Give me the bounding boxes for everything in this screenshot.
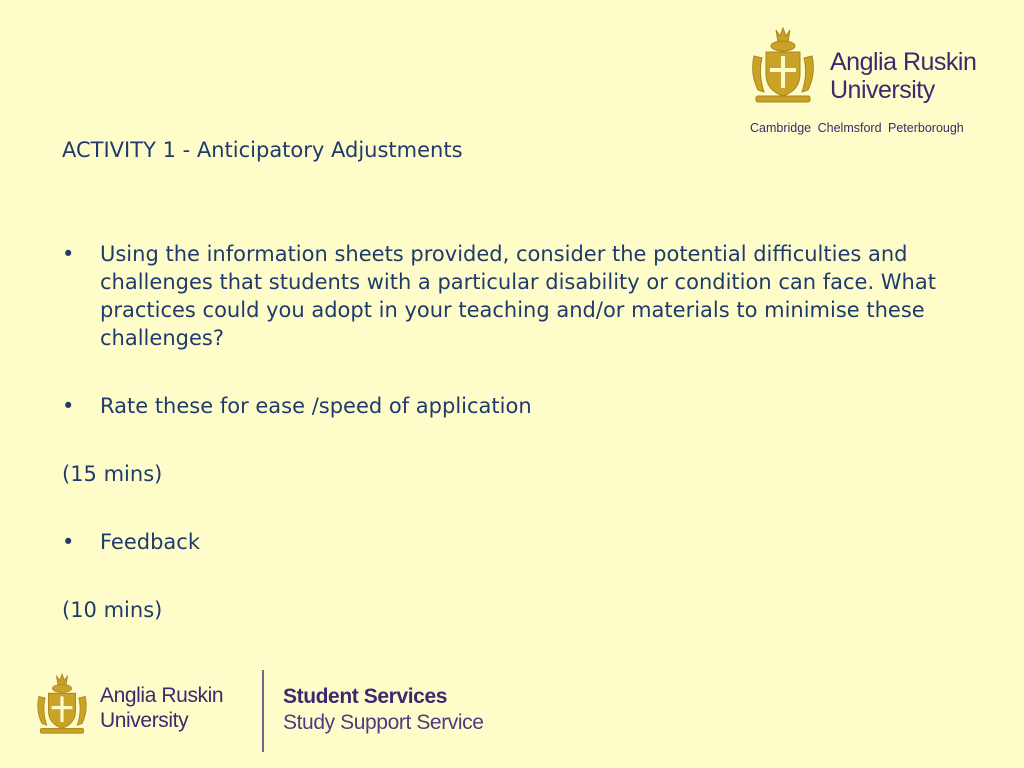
bullet-text: Feedback — [100, 530, 201, 554]
footer-university-name — [100, 683, 223, 733]
bullet-item — [62, 240, 972, 352]
slide-title: ACTIVITY 1 - Anticipatory Adjustments — [62, 138, 463, 162]
crest-icon — [748, 26, 818, 110]
service-title: Student Services — [283, 685, 447, 708]
footer-name-line2: University — [100, 709, 189, 732]
footer-logo — [34, 668, 514, 758]
university-name — [830, 48, 976, 104]
bullet-icon: • — [62, 530, 75, 554]
bullet-text: Rate these for ease /speed of application — [100, 394, 532, 418]
service-name — [283, 684, 484, 736]
bullet-icon: • — [62, 394, 75, 418]
university-name-line2: University — [830, 76, 935, 104]
university-name-line1: Anglia Ruskin — [830, 48, 977, 76]
footer-name-line1: Anglia Ruskin — [100, 684, 224, 707]
duration-text: (10 mins) — [62, 598, 163, 622]
duration-text: (15 mins) — [62, 462, 163, 486]
crest-icon — [34, 672, 90, 740]
slide-content — [62, 240, 972, 624]
bullet-item — [62, 528, 972, 556]
bullet-item — [62, 392, 972, 420]
bullet-text: Using the information sheets provided, consider the potential difficulties and challenges that students with a particular disability or condition can face. What practices could you adopt in your teaching and/or materials to minimise these challenges? — [100, 242, 936, 350]
campus-list: Cambridge Chelmsford Peterborough — [750, 121, 964, 135]
bullet-icon: • — [62, 242, 75, 266]
service-subtitle: Study Support Service — [283, 711, 484, 734]
footer-divider — [262, 670, 264, 752]
university-logo — [748, 26, 998, 138]
